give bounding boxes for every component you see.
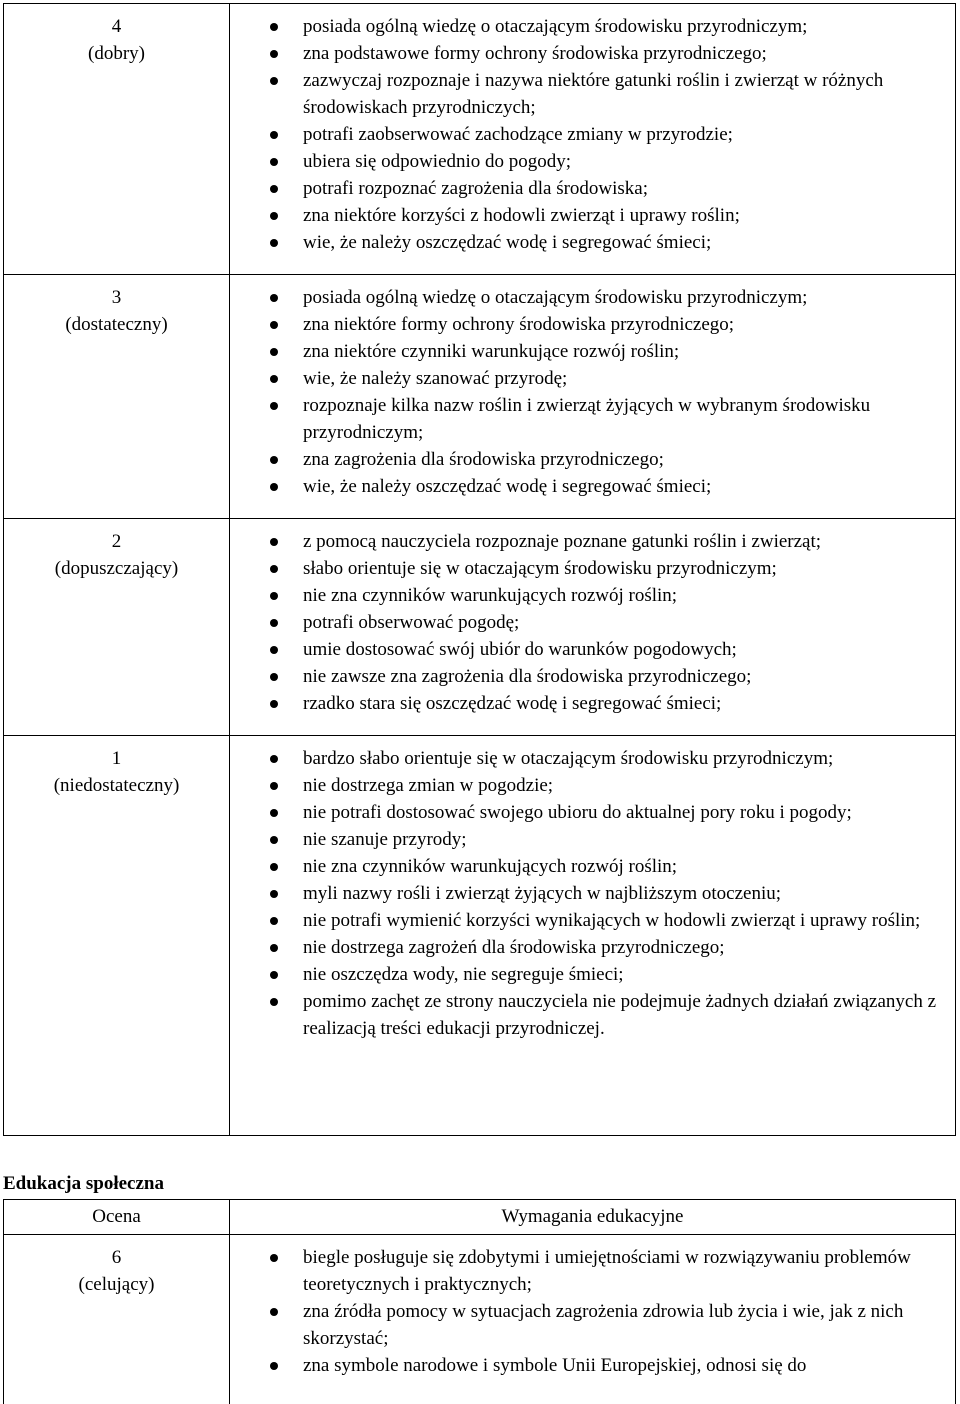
requirement-item: nie szanuje przyrody; <box>303 826 955 853</box>
grade-number: 3 <box>4 284 229 311</box>
grade-cell <box>4 519 230 736</box>
requirement-item: z pomocą nauczyciela rozpoznaje poznane gatunki roślin i zwierząt; <box>303 528 955 555</box>
grade-name: (niedostateczny) <box>4 772 229 799</box>
grade-row-4 <box>4 4 956 275</box>
grade-row-2 <box>4 519 956 736</box>
requirement-item: biegle posługuje się zdobytymi i umiejętnościami w rozwiązywaniu problemów teoretycznych i praktycznych; <box>303 1244 955 1298</box>
grading-table-nature <box>3 3 956 1136</box>
requirement-item: wie, że należy oszczędzać wodę i segregować śmieci; <box>303 473 955 500</box>
grade-name: (dostateczny) <box>4 311 229 338</box>
requirement-item: nie dostrzega zagrożeń dla środowiska przyrodniczego; <box>303 934 955 961</box>
requirement-item: potrafi rozpoznać zagrożenia dla środowiska; <box>303 175 955 202</box>
requirement-item: potrafi zaobserwować zachodzące zmiany w przyrodzie; <box>303 121 955 148</box>
grade-row-6 <box>4 1235 956 1404</box>
requirement-item: umie dostosować swój ubiór do warunków pogodowych; <box>303 636 955 663</box>
grade-number: 6 <box>4 1244 229 1271</box>
grade-row-3 <box>4 275 956 519</box>
requirement-item: nie oszczędza wody, nie segreguje śmieci; <box>303 961 955 988</box>
grade-name: (dopuszczający) <box>4 555 229 582</box>
column-header-grade: Ocena <box>4 1200 230 1235</box>
grade-cell <box>4 736 230 1136</box>
requirements-list <box>230 284 955 500</box>
grade-name: (dobry) <box>4 40 229 67</box>
requirement-item: zna symbole narodowe i symbole Unii Europejskiej, odnosi się do <box>303 1352 955 1379</box>
grading-table-social <box>3 1199 956 1404</box>
requirement-item: rozpoznaje kilka nazw roślin i zwierząt żyjących w wybranym środowisku przyrodniczym; <box>303 392 955 446</box>
requirement-item: nie potrafi dostosować swojego ubioru do aktualnej pory roku i pogody; <box>303 799 955 826</box>
requirement-item: zna niektóre korzyści z hodowli zwierząt i uprawy roślin; <box>303 202 955 229</box>
requirement-item: zazwyczaj rozpoznaje i nazywa niektóre gatunki roślin i zwierząt w różnych środowiskach przyrodniczych; <box>303 67 955 121</box>
requirements-cell <box>230 736 956 1136</box>
requirement-item: potrafi obserwować pogodę; <box>303 609 955 636</box>
grade-number: 2 <box>4 528 229 555</box>
column-header-requirements: Wymagania edukacyjne <box>230 1200 956 1235</box>
requirements-list <box>230 1244 955 1379</box>
requirement-item: posiada ogólną wiedzę o otaczającym środowisku przyrodniczym; <box>303 13 955 40</box>
requirement-item: nie potrafi wymienić korzyści wynikających w hodowli zwierząt i uprawy roślin; <box>303 907 955 934</box>
requirement-item: pomimo zachęt ze strony nauczyciela nie podejmuje żadnych działań związanych z realizacją treści edukacji przyrodniczej. <box>303 988 955 1042</box>
requirement-item: posiada ogólną wiedzę o otaczającym środowisku przyrodniczym; <box>303 284 955 311</box>
requirement-item: nie dostrzega zmian w pogodzie; <box>303 772 955 799</box>
requirement-item: zna źródła pomocy w sytuacjach zagrożenia zdrowia lub życia i wie, jak z nich skorzystać; <box>303 1298 955 1352</box>
grade-cell <box>4 4 230 275</box>
requirement-item: wie, że należy oszczędzać wodę i segregować śmieci; <box>303 229 955 256</box>
requirement-item: myli nazwy rośli i zwierząt żyjących w najbliższym otoczeniu; <box>303 880 955 907</box>
requirement-item: zna podstawowe formy ochrony środowiska przyrodniczego; <box>303 40 955 67</box>
requirements-cell <box>230 275 956 519</box>
grade-number: 1 <box>4 745 229 772</box>
requirement-item: ubiera się odpowiednio do pogody; <box>303 148 955 175</box>
requirements-list <box>230 13 955 256</box>
grade-name: (celujący) <box>4 1271 229 1298</box>
grade-cell <box>4 1235 230 1404</box>
requirement-item: wie, że należy szanować przyrodę; <box>303 365 955 392</box>
section-title: Edukacja społeczna <box>3 1171 164 1197</box>
requirements-cell <box>230 519 956 736</box>
requirement-item: słabo orientuje się w otaczającym środowisku przyrodniczym; <box>303 555 955 582</box>
requirement-item: bardzo słabo orientuje się w otaczającym środowisku przyrodniczym; <box>303 745 955 772</box>
requirements-list <box>230 528 955 717</box>
requirement-item: nie zna czynników warunkujących rozwój roślin; <box>303 853 955 880</box>
requirement-item: nie zawsze zna zagrożenia dla środowiska przyrodniczego; <box>303 663 955 690</box>
requirement-item: zna niektóre czynniki warunkujące rozwój roślin; <box>303 338 955 365</box>
requirement-item: zna niektóre formy ochrony środowiska przyrodniczego; <box>303 311 955 338</box>
requirements-cell <box>230 1235 956 1404</box>
grade-row-1 <box>4 736 956 1136</box>
requirements-list <box>230 745 955 1042</box>
requirement-item: rzadko stara się oszczędzać wodę i segregować śmieci; <box>303 690 955 717</box>
requirement-item: zna zagrożenia dla środowiska przyrodniczego; <box>303 446 955 473</box>
requirements-cell <box>230 4 956 275</box>
requirement-item: nie zna czynników warunkujących rozwój roślin; <box>303 582 955 609</box>
grade-number: 4 <box>4 13 229 40</box>
header-row <box>4 1200 956 1235</box>
grade-cell <box>4 275 230 519</box>
